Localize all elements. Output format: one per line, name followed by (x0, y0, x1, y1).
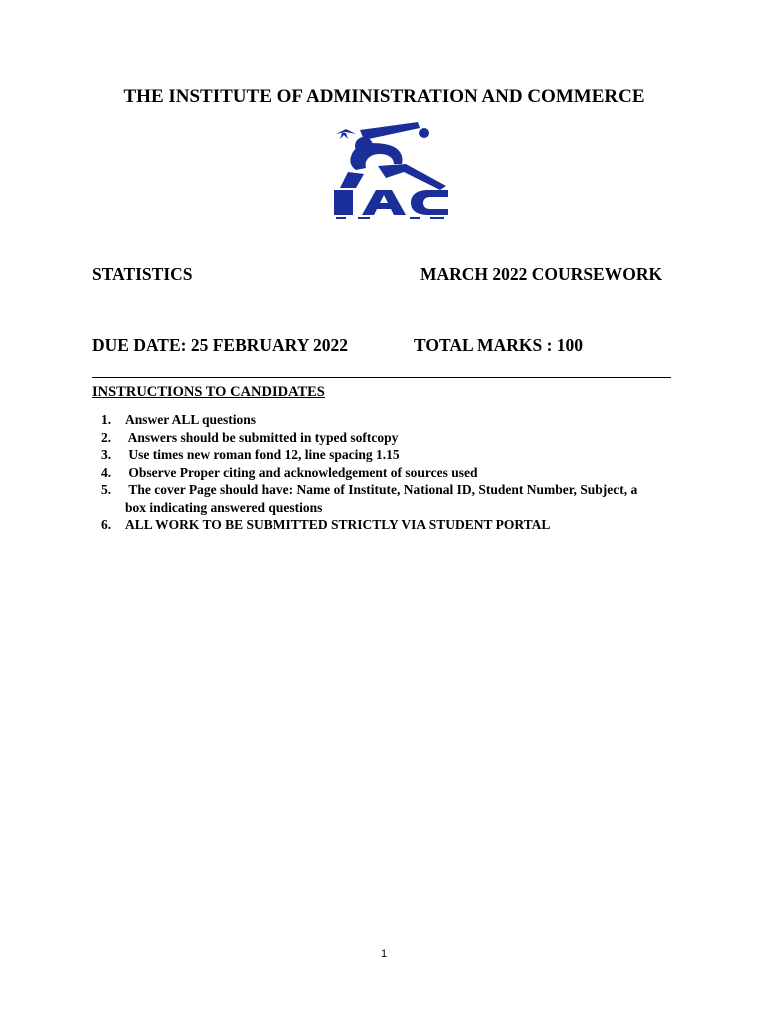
list-item-text: Answer ALL questions (125, 412, 257, 427)
total-marks-label: TOTAL MARKS : 100 (414, 335, 584, 355)
list-item-text: Use times new roman fond 12, line spacing 1.15 (125, 447, 400, 462)
list-item-number: 5. (101, 482, 112, 497)
institute-title: THE INSTITUTE OF ADMINISTRATION AND COMMERCE (123, 86, 645, 107)
list-item (92, 446, 692, 464)
list-item-number: 6. (101, 517, 112, 532)
list-item-text: ALL WORK TO BE SUBMITTED STRICTLY VIA STUDENT PORTAL (125, 517, 551, 532)
list-item-number: 3. (101, 447, 112, 462)
list-item (92, 464, 692, 482)
instructions-list (92, 411, 692, 534)
list-item-number: 2. (101, 429, 112, 445)
list-item (92, 429, 692, 447)
due-date-label: DUE DATE: 25 FEBRUARY 2022 (92, 335, 349, 355)
separator-line (92, 377, 671, 378)
list-item-number: 4. (101, 464, 112, 480)
iac-logo-icon (334, 118, 450, 222)
subject-label: STATISTICS (92, 264, 193, 284)
list-item (92, 411, 692, 429)
list-item-text: The cover Page should have: Name of Institute, National ID, Student Number, Subject, a box indicating answered questions (125, 482, 641, 515)
list-item (92, 516, 692, 534)
list-item (92, 481, 650, 516)
instructions-heading: INSTRUCTIONS TO CANDIDATES (92, 384, 325, 400)
coursework-label: MARCH 2022 COURSEWORK (420, 264, 663, 284)
list-item-text: Observe Proper citing and acknowledgement of sources used (125, 464, 478, 480)
list-item-text: Answers should be submitted in typed softcopy (125, 429, 399, 445)
list-item-number: 1. (101, 412, 112, 427)
page-number: 1 (380, 948, 388, 960)
